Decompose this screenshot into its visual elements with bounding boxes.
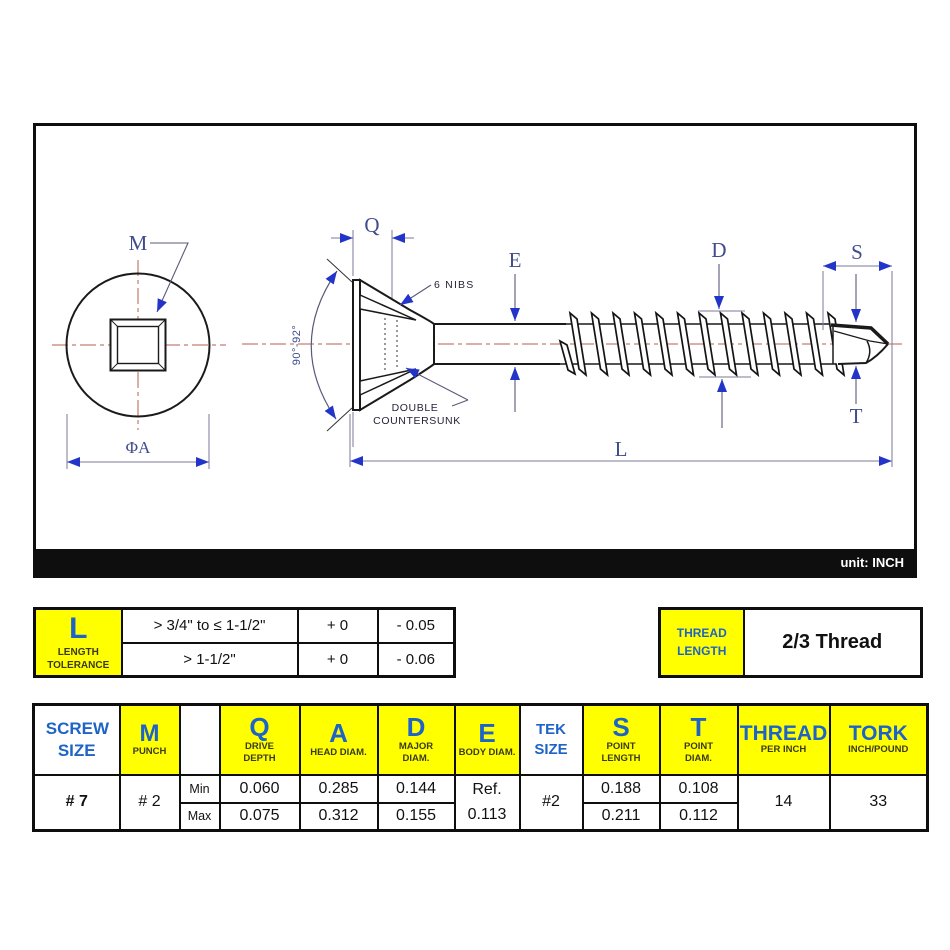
angle-tick-top bbox=[327, 259, 352, 282]
countersunk-label-line1: DOUBLE bbox=[391, 402, 439, 414]
value-tek: #2 bbox=[520, 775, 583, 831]
dim-label-d: D bbox=[711, 238, 727, 262]
value-s-min: 0.188 bbox=[583, 775, 660, 803]
row-label-max: Max bbox=[180, 803, 220, 831]
tolerance-minus-2: - 0.06 bbox=[378, 643, 455, 677]
dim-label-l: L bbox=[614, 437, 628, 461]
header-tek-size: TEK SIZE bbox=[520, 705, 583, 775]
screw-technical-drawing bbox=[36, 126, 914, 549]
dim-label-phi-a: ΦA bbox=[125, 438, 151, 457]
thread-length-value-cell bbox=[744, 609, 922, 677]
tolerance-range-1: > 3/4" to ≤ 1-1/2" bbox=[122, 609, 298, 643]
header-s-point-length: S POINT LENGTH bbox=[583, 705, 660, 775]
thread-length-table bbox=[658, 607, 923, 678]
dim-label-e: E bbox=[508, 248, 522, 272]
value-q-max: 0.075 bbox=[220, 803, 300, 831]
dim-label-m: M bbox=[128, 231, 148, 255]
length-tolerance-table bbox=[33, 607, 456, 678]
value-m-punch: # 2 bbox=[120, 775, 180, 831]
angle-range-label: 90°-92° bbox=[291, 324, 303, 366]
tolerance-range-2: > 1-1/2" bbox=[122, 643, 298, 677]
value-thread-per-inch: 14 bbox=[738, 775, 830, 831]
header-d-major-diam: D MAJOR DIAM. bbox=[378, 705, 455, 775]
head-flat-face bbox=[353, 280, 360, 410]
tolerance-plus-1: + 0 bbox=[298, 609, 378, 643]
header-screw-size: SCREW SIZE bbox=[34, 705, 120, 775]
s-extension-lines bbox=[823, 271, 892, 467]
header-thread-per-inch: THREAD PER INCH bbox=[738, 705, 830, 775]
thread-length-label: THREAD LENGTH bbox=[676, 626, 727, 658]
unit-bar bbox=[36, 549, 914, 575]
drawing-frame bbox=[33, 123, 917, 578]
nibs-label: 6 NIBS bbox=[434, 279, 475, 291]
tolerance-plus-2: + 0 bbox=[298, 643, 378, 677]
drill-point bbox=[831, 325, 888, 364]
thread-length-header-cell bbox=[660, 609, 744, 677]
unit-label: unit: INCH bbox=[840, 554, 904, 570]
value-t-min: 0.108 bbox=[660, 775, 738, 803]
header-tork: TORK INCH/POUND bbox=[830, 705, 928, 775]
value-screw-size: # 7 bbox=[34, 775, 120, 831]
value-tork: 33 bbox=[830, 775, 928, 831]
header-a-head-diam: A HEAD DIAM. bbox=[300, 705, 378, 775]
dim-label-s: S bbox=[851, 240, 863, 264]
header-q-drive-depth: Q DRIVE DEPTH bbox=[220, 705, 300, 775]
value-d-min: 0.144 bbox=[378, 775, 455, 803]
nibs-leader bbox=[400, 285, 431, 305]
value-e-line1: Ref. bbox=[472, 780, 502, 798]
thread-length-value: 2/3 Thread bbox=[782, 631, 883, 653]
tolerance-label: LENGTH TOLERANCE bbox=[47, 646, 110, 671]
countersunk-leader-tail bbox=[452, 400, 468, 406]
header-e-body-diam: E BODY DIAM. bbox=[455, 705, 520, 775]
header-minmax-spacer bbox=[180, 705, 220, 775]
m-leader-line bbox=[150, 243, 188, 312]
value-t-max: 0.112 bbox=[660, 803, 738, 831]
angle-arc bbox=[311, 271, 337, 419]
side-view bbox=[291, 213, 892, 467]
value-s-max: 0.211 bbox=[583, 803, 660, 831]
row-label-min: Min bbox=[180, 775, 220, 803]
value-a-min: 0.285 bbox=[300, 775, 378, 803]
tolerance-minus-1: - 0.05 bbox=[378, 609, 455, 643]
header-m-punch: M PUNCH bbox=[120, 705, 180, 775]
value-d-max: 0.155 bbox=[378, 803, 455, 831]
spec-table bbox=[32, 703, 929, 832]
tolerance-header-cell bbox=[35, 609, 122, 677]
value-a-max: 0.312 bbox=[300, 803, 378, 831]
tolerance-symbol: L bbox=[69, 611, 88, 645]
dim-label-t: T bbox=[849, 404, 863, 428]
dim-label-q: Q bbox=[364, 213, 380, 237]
value-q-min: 0.060 bbox=[220, 775, 300, 803]
header-t-point-diam: T POINT DIAM. bbox=[660, 705, 738, 775]
countersunk-label-line2: COUNTERSUNK bbox=[373, 415, 461, 427]
value-e-line2: 0.113 bbox=[467, 806, 507, 824]
countersunk-leader bbox=[406, 368, 468, 400]
value-e-ref bbox=[455, 775, 520, 831]
